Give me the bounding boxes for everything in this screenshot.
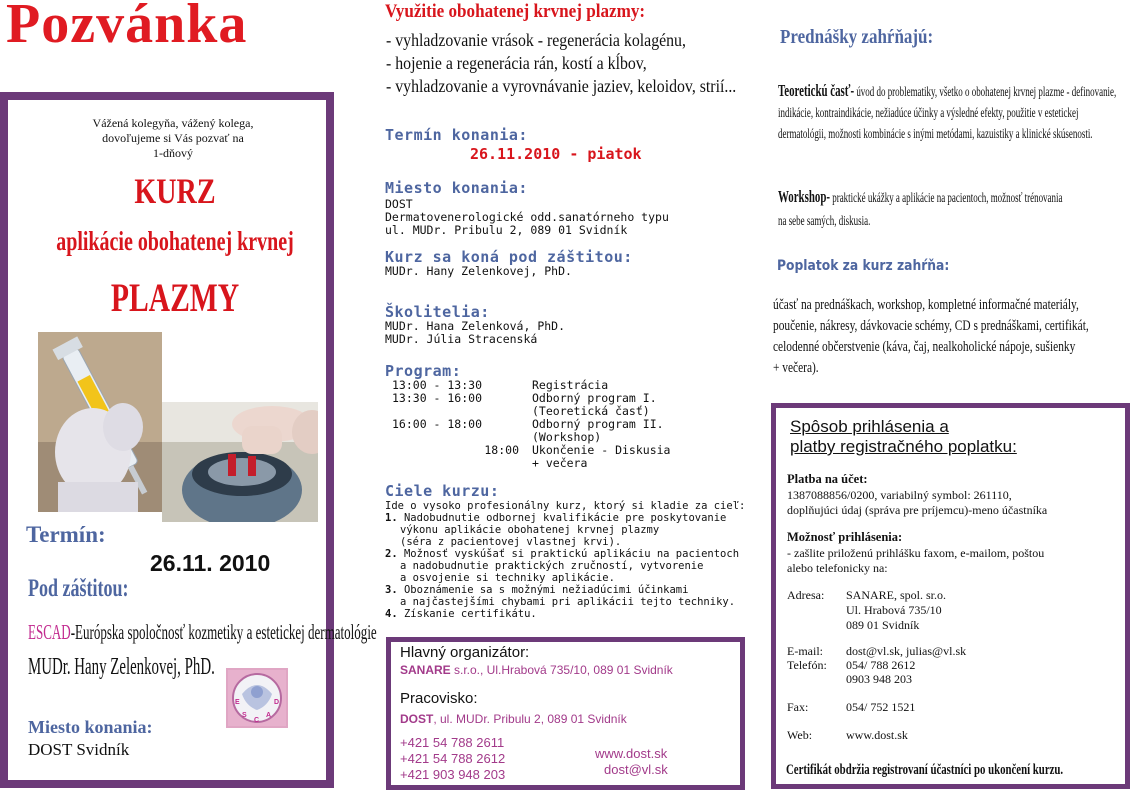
registration-title-line: platby registračného poplatku: (790, 437, 1017, 456)
phone-list (400, 735, 505, 783)
program-row-sub: + večera (532, 456, 588, 470)
registration-title-line: Spôsob prihlásenia a (790, 417, 949, 436)
theory-section (778, 80, 1116, 145)
usage-item: - hojenie a regenerácia rán, kostí a kĺbov, (386, 53, 647, 73)
workplace-label: Pracovisko: (400, 690, 478, 707)
goal-number: 2. (385, 548, 398, 560)
workplace-address: , ul. MUDr. Pribulu 2, 089 01 Svidník (433, 712, 627, 726)
organizer-email-link[interactable]: dost@vl.sk (604, 762, 668, 777)
certificate-note: Certifikát obdržia registrovaní účastníci po ukončení kurzu. (786, 762, 1064, 778)
phone-label: Telefón: (787, 658, 827, 672)
goal-line: Možnosť vyskúšať si praktickú aplikáciu na pacientoch (403, 548, 740, 560)
email-value[interactable]: dost@vl.sk, julias@vl.sk (846, 644, 967, 658)
trainer-name: MUDr. Júlia Stracenská (385, 332, 538, 346)
venue-heading: Miesto konania: (385, 179, 528, 197)
goal-number: 4. (385, 608, 398, 620)
syringe-photo (38, 332, 162, 512)
organizer-name: SANARE (400, 663, 451, 677)
trainers-heading: Školitelia: (385, 303, 490, 321)
signup-details (787, 546, 1044, 576)
address-line: 089 01 Svidník (846, 618, 920, 632)
phone-number[interactable]: +421 54 788 2611 (400, 735, 505, 750)
invitation-line: dovoľujeme si Vás pozvať na (102, 131, 244, 145)
phone-line[interactable]: 0903 948 203 (846, 672, 912, 686)
goal-line: a nadobudnutie praktických zručností, vytvorenie (400, 560, 704, 572)
goal-line: a najčastejšími chybami pri aplikácii tejto techniky. (400, 596, 736, 608)
svg-text:S: S (242, 712, 247, 719)
fax-value: 054/ 752 1521 (846, 700, 916, 714)
workplace-name: DOST (400, 712, 434, 726)
date-heading: Termín konania: (385, 126, 528, 144)
program-item: Ukončenie - Diskusia (532, 443, 671, 457)
course-title-plazmy: PLAZMY (110, 275, 240, 320)
fee-line: účasť na prednáškach, workshop, kompletné informačné materiály, (773, 297, 1079, 313)
payment-details (787, 488, 1047, 518)
page-title: Pozvánka (6, 0, 248, 55)
fee-details (773, 295, 1089, 379)
svg-text:D: D (274, 699, 280, 706)
fee-line: poučenie, nákresy, dávkovacie schémy, CD s prednáškami, certifikát, (773, 318, 1089, 334)
phone-line[interactable]: 054/ 788 2612 (846, 658, 916, 672)
theory-text: indikácie, kontraindikácie, nežiadúce účinky a výsledné efekty, použitie v estetickej (778, 106, 1079, 121)
usage-item: - vyhladzovanie vrások - regenerácia kolagénu, (386, 30, 686, 50)
email-label: E-mail: (787, 644, 823, 658)
svg-text:E: E (235, 699, 240, 706)
workplace-line (400, 712, 627, 726)
termin-label: Termín: (26, 522, 106, 547)
program-item: Registrácia (532, 378, 609, 392)
signup-label: Možnosť prihlásenia: (787, 530, 903, 544)
theory-text: dermatológii, možnosti kombinácie s inými metódami, kazuistiky a klinické skúsenosti. (778, 127, 1093, 142)
signup-line: - zašlite priloženú prihlášku faxom, e-mailom, poštou (787, 546, 1045, 560)
program-time: 13:30 - 16:00 (392, 391, 483, 405)
payment-line: doplňujúci údaj (správa pre príjemcu)-meno účastníka (787, 503, 1048, 517)
invitation-text (60, 116, 286, 161)
goal-number: 3. (385, 584, 398, 596)
venue-line: DOST (385, 197, 413, 211)
lectures-title: Prednášky zahŕňajú: (780, 26, 934, 48)
goal-item (385, 512, 745, 524)
goals-heading: Ciele kurzu: (385, 482, 500, 500)
program-time-wrap (392, 444, 532, 457)
theory-label: Teoretickú časť- (778, 81, 855, 100)
phone-number[interactable]: +421 903 948 203 (400, 767, 506, 782)
program-row-sub: (Workshop) (532, 430, 602, 444)
goal-line: a osvojenie si techniky aplikácie. (400, 572, 615, 584)
usage-title: Využitie obohatenej krvnej plazmy: (385, 1, 646, 22)
escad-line (28, 620, 377, 645)
phone-value (846, 658, 915, 686)
venue-value-left: DOST Svidník (28, 740, 130, 759)
organizer-web-link[interactable]: www.dost.sk (595, 746, 668, 761)
web-label: Web: (787, 728, 813, 742)
theory-text: úvod do problematiky, všetko o obohatenej krvnej plazme - definovanie, (854, 85, 1117, 100)
invitation-line: 1-dňový (153, 146, 193, 160)
program-item: Odborný program I. (532, 391, 657, 405)
svg-text:C: C (254, 717, 260, 724)
patronage-heading: Kurz sa koná pod záštitou: (385, 248, 633, 266)
venue-label-left: Miesto konania: (28, 717, 153, 737)
patronage-label: Pod záštitou: (28, 575, 129, 602)
program-schedule (392, 379, 742, 470)
program-row-sub: (Teoretická časť) (532, 404, 650, 418)
trainer-name: MUDr. Hana Zelenková, PhD. (385, 319, 566, 333)
signup-line: alebo telefonicky na: (787, 561, 888, 575)
goal-item (385, 608, 745, 620)
payment-label: Platba na účet: (787, 472, 868, 486)
goal-line: (séra z pacientovej vlastnej krvi). (400, 536, 622, 548)
organizer-address: s.r.o., Ul.Hrabová 735/10, 089 01 Svidník (450, 663, 673, 677)
svg-text:A: A (266, 712, 272, 719)
fee-line: celodenné občerstvenie (káva, čaj, nealkoholické nápoje, sušienky (773, 339, 1076, 355)
workshop-line (778, 185, 1062, 210)
organizer-line (400, 663, 673, 677)
goal-line: Nadobudnutie odbornej kvalifikácie pre poskytovanie (403, 512, 727, 524)
invitation-line: Vážená kolegyňa, vážený kolega, (92, 116, 254, 130)
termin-date: 26.11. 2010 (150, 550, 271, 576)
usage-item: - vyhladzovanie a vyrovnávanie jaziev, keloidov, strií... (386, 76, 737, 96)
goal-line: výkonu aplikácie obohatenej krvnej plazmy (400, 524, 660, 536)
course-title-kurz: KURZ (134, 171, 216, 211)
address-label: Adresa: (787, 588, 825, 602)
goal-line: Oboznámenie sa s možnými nežiadúcimi účinkami (403, 584, 689, 596)
venue-line: Dermatovenerologické odd.sanatórneho typu (385, 210, 669, 224)
goal-number: 1. (385, 512, 398, 524)
address-line: Ul. Hrabová 735/10 (846, 603, 942, 617)
escad-description: -Európska spoločnosť kozmetiky a estetickej dermatológie (70, 620, 377, 644)
payment-line: 1387088856/0200, variabilný symbol: 261110, (787, 488, 1012, 502)
fee-line: + večera). (773, 360, 819, 376)
program-time: 13:00 - 13:30 (392, 378, 483, 392)
workshop-text: na sebe samých, diskusia. (778, 214, 871, 229)
fee-title: Poplatok za kurz zahŕňa: (777, 258, 950, 274)
date-value: 26.11.2010 - piatok (470, 145, 642, 163)
fax-label: Fax: (787, 700, 809, 714)
address-value (846, 588, 946, 633)
address-line: SANARE, spol. sr.o. (846, 588, 947, 602)
program-time: 16:00 - 18:00 (392, 417, 483, 431)
registration-title (790, 417, 1017, 457)
program-item: Odborný program II. (532, 417, 664, 431)
workshop-text: praktické ukážky a aplikácie na pacientoch, možnosť trénovania (830, 191, 1063, 206)
venue-line: ul. MUDr. Pribulu 2, 089 01 Svidník (385, 223, 628, 237)
patronage-value: MUDr. Hany Zelenkovej, PhD. (385, 264, 572, 278)
theory-line (778, 80, 1116, 103)
goal-item (385, 548, 745, 560)
program-heading: Program: (385, 362, 462, 380)
goal-line: Získanie certifikátu. (403, 608, 537, 620)
program-time: 18:00 (484, 443, 519, 457)
workshop-section (778, 185, 1062, 233)
escad-name: ESCAD (28, 620, 71, 644)
escad-logo (226, 668, 288, 728)
goal-item (385, 584, 745, 596)
centrifuge-photo (162, 402, 318, 522)
venue-address (385, 198, 669, 237)
registration-box (771, 403, 1130, 789)
web-value[interactable]: www.dost.sk (846, 728, 908, 742)
goals-intro: Ide o vysoko profesionálny kurz, ktorý si kladie za cieľ: (385, 500, 746, 512)
trainers-list (385, 320, 565, 346)
goals-list (385, 500, 745, 620)
organizer-label: Hlavný organizátor: (400, 644, 530, 661)
workshop-label: Workshop- (778, 187, 830, 206)
phone-number[interactable]: +421 54 788 2612 (400, 751, 506, 766)
patron-name: MUDr. Hany Zelenkovej, PhD. (28, 654, 215, 680)
course-title-line2: aplikácie obohatenej krvnej (56, 226, 294, 256)
